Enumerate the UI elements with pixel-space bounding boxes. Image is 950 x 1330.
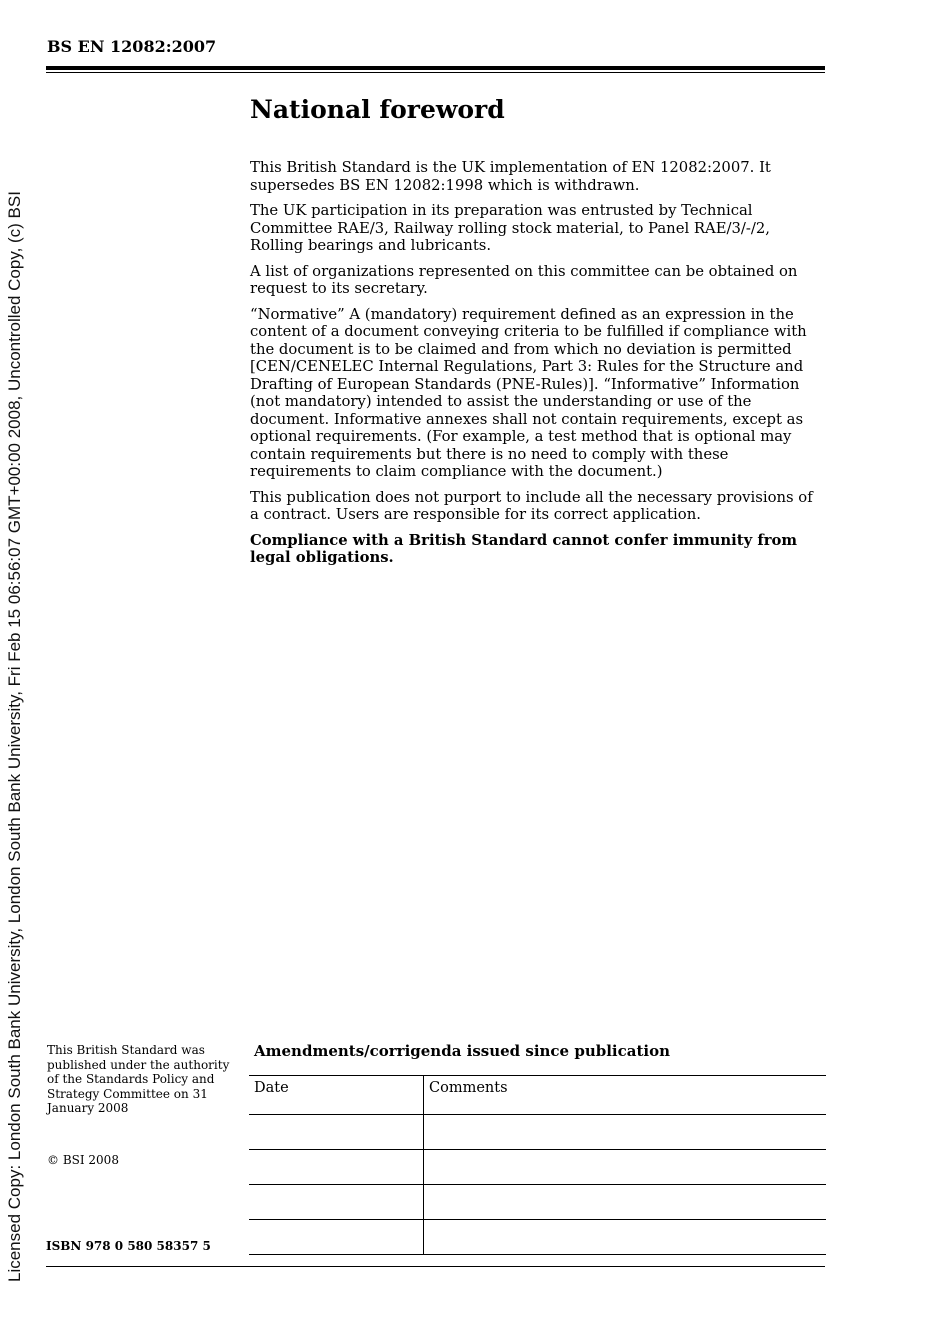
table-row: [249, 1220, 826, 1255]
document-code: BS EN 12082:2007: [47, 37, 217, 56]
copyright-notice: © BSI 2008: [47, 1153, 119, 1167]
paragraph-participation: The UK participation in its preparation was entrusted by Technical Committee RAE/3, Railway rolling stock material, to Panel RAE/3/-/2, Rolling bearings and lubricants.: [250, 202, 771, 254]
publication-note: This British Standard was published under the authority of the Standards Policy and Strategy Committee on 31 January 2008: [47, 1043, 230, 1115]
table-row: [249, 1150, 826, 1185]
paragraph-provisions: This publication does not purport to include all the necessary provisions of a contract. Users are responsible for its correct application.: [250, 488, 813, 523]
amendments-title: Amendments/corrigenda issued since publication: [254, 1042, 670, 1060]
foreword-body: [250, 159, 826, 575]
amendments-table: [249, 1075, 826, 1255]
date-cell: [249, 1220, 424, 1255]
date-cell: [249, 1115, 424, 1150]
paragraph-implementation: This British Standard is the UK implementation of EN 12082:2007. It supersedes BS EN 12082:1998 which is withdrawn.: [250, 159, 771, 194]
comments-cell: [424, 1150, 827, 1185]
compliance-note: Compliance with a British Standard cannot confer immunity from legal obligations.: [250, 531, 798, 566]
table-row: [249, 1185, 826, 1220]
comments-cell: [424, 1115, 827, 1150]
isbn: ISBN 978 0 580 58357 5: [46, 1239, 211, 1253]
date-cell: [249, 1185, 424, 1220]
table-row: [249, 1115, 826, 1150]
license-watermark: Licensed Copy: London South Bank University, London South Bank University, Fri Feb 15 06:56:07 GMT+00:00 2008, Uncontrolled Copy, (c) BSI: [5, 191, 24, 1282]
footer-rule: [46, 1266, 825, 1267]
header-rule-thin: [46, 72, 825, 73]
table-header-row: [249, 1076, 826, 1115]
page-title: National foreword: [250, 95, 505, 124]
comments-cell: [424, 1185, 827, 1220]
paragraph-definitions: “Normative” A (mandatory) requirement defined as an expression in the content of a document conveying criteria to be fulfilled if compliance with the document is to be claimed and from which no deviation is permitted [CEN/CENELEC Internal Regulations, Part 3: Rules for the Structure and Drafting of European Standards (PNE-Rules)]. “Informative” Information (not mandatory) intended to assist the understanding or use of the document. Informative annexes shall not contain requirements, except as optional requirements. (For example, a test method that is optional may contain requirements but there is no need to comply with these requirements to claim compliance with the document.): [250, 305, 807, 480]
paragraph-committee-list: A list of organizations represented on this committee can be obtained on request to its secretary.: [250, 262, 798, 297]
date-cell: [249, 1150, 424, 1185]
header-rule-thick: [46, 66, 825, 70]
comments-column-header: Comments: [424, 1076, 827, 1115]
comments-cell: [424, 1220, 827, 1255]
date-column-header: Date: [249, 1076, 424, 1115]
